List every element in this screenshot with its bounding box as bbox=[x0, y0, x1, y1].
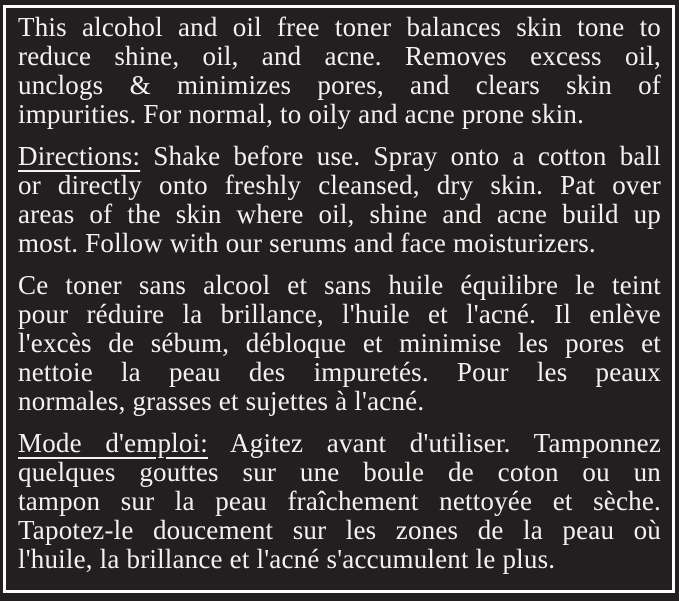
text-line: Tapotez-le doucement sur les zones de la peau où bbox=[18, 515, 661, 545]
text-line: l'excès de sébum, débloque et minimise les pores et bbox=[18, 328, 661, 358]
text-line: This alcohol and oil free toner balances skin tone to bbox=[18, 12, 661, 42]
paragraph-english-directions bbox=[18, 142, 661, 258]
paragraph-english-description bbox=[18, 13, 661, 129]
text-line: most. Follow with our serums and face moisturizers. bbox=[18, 228, 596, 258]
mode-emploi-heading-rest: Agitez avant d'utiliser. Tamponnez bbox=[208, 428, 661, 458]
text-line: Ce toner sans alcool et sans huile équilibre le teint bbox=[18, 270, 661, 300]
text-line: areas of the skin where oil, shine and acne build up bbox=[18, 199, 661, 229]
text-line bbox=[18, 429, 661, 458]
text-line: or directly onto freshly cleansed, dry skin. Pat over bbox=[18, 170, 661, 200]
text-line: tampon sur la peau fraîchement nettoyée et sèche. bbox=[18, 486, 661, 516]
text-line: unclogs & minimizes pores, and clears skin of bbox=[18, 70, 661, 100]
text-line: impurities. For normal, to oily and acne prone skin. bbox=[18, 99, 585, 129]
text-line: l'huile, la brillance et l'acné s'accumulent le plus. bbox=[18, 544, 556, 574]
text-line: pour réduire la brillance, l'huile et l'acné. Il enlève bbox=[18, 299, 661, 329]
directions-heading-rest: Shake before use. Spray onto a cotton ball bbox=[140, 141, 661, 171]
text-line: quelques gouttes sur une boule de coton ou un bbox=[18, 457, 661, 487]
text-line: reduce shine, oil, and acne. Removes excess oil, bbox=[18, 41, 661, 71]
mode-emploi-heading: Mode d'emploi: bbox=[18, 428, 208, 458]
text-line bbox=[18, 142, 661, 171]
text-line: nettoie la peau des impuretés. Pour les peaux bbox=[18, 357, 661, 387]
paragraph-french-directions bbox=[18, 429, 661, 574]
paragraph-french-description bbox=[18, 271, 661, 416]
text-line: normales, grasses et sujettes à l'acné. bbox=[18, 386, 425, 416]
directions-heading: Directions: bbox=[18, 141, 141, 171]
